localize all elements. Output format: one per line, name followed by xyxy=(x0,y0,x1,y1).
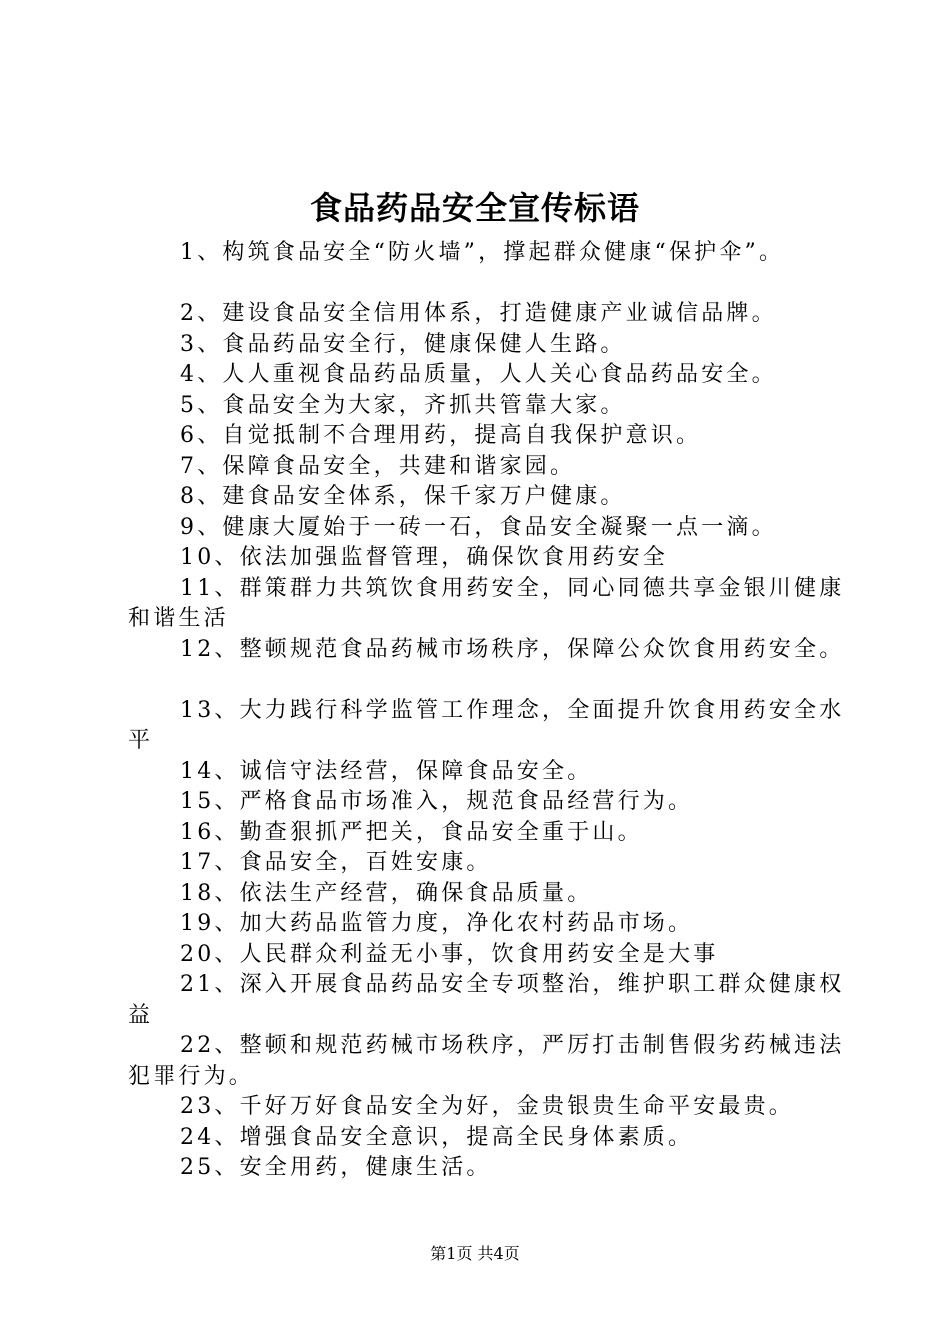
slogan-item-1: 1、构筑食品安全“防火墙”，撑起群众健康“保护伞”。 xyxy=(180,240,785,265)
slogan-item-3: 3、食品药品安全行，健康保健人生路。 xyxy=(180,331,626,357)
slogan-item-21: 21、深入开展食品药品安全专项整治，维护职工群众健康权益 xyxy=(128,972,845,1028)
slogan-item-15: 15、严格食品市场准入，规范食品经营行为。 xyxy=(180,789,694,814)
slogan-item-20: 20、人民群众利益无小事，饮食用药安全是大事 xyxy=(180,941,719,967)
slogan-item-13: 13、大力践行科学监管工作理念，全面提升饮食用药安全水平 xyxy=(128,697,845,753)
slogan-item-7: 7、保障食品安全，共建和谐家园。 xyxy=(180,453,576,479)
slogan-item-17: 17、食品安全，百姓安康。 xyxy=(180,850,492,875)
slogan-item-16: 16、勤查狠抓严把关，食品安全重于山。 xyxy=(180,819,643,845)
document-title: 食品药品安全宣传标语 xyxy=(309,189,640,227)
slogan-item-11: 11、群策群力共筑饮食用药安全，同心同德共享金银川健康和谐生活 xyxy=(128,575,845,631)
slogan-item-19: 19、加大药品监管力度，净化农村药品市场。 xyxy=(180,911,694,936)
slogan-item-18: 18、依法生产经营，确保食品质量。 xyxy=(180,880,593,906)
slogan-item-8: 8、建食品安全体系，保千家万户健康。 xyxy=(180,484,626,509)
slogan-item-4: 4、人人重视食品药品质量，人人关心食品药品安全。 xyxy=(180,362,777,387)
slogan-item-12: 12、整顿规范食品药械市场秩序，保障公众饮食用药安全。 xyxy=(180,636,845,662)
slogan-item-25: 25、安全用药，健康生活。 xyxy=(180,1155,492,1180)
slogan-item-5: 5、食品安全为大家，齐抓共管靠大家。 xyxy=(180,392,626,418)
blank-line xyxy=(128,665,850,696)
slogan-list xyxy=(128,238,850,1184)
slogan-item-23: 23、千好万好食品安全为好，金贵银贵生命平安最贵。 xyxy=(180,1094,794,1119)
slogan-item-6: 6、自觉抵制不合理用药，提高自我保护意识。 xyxy=(180,423,702,448)
slogan-item-22: 22、整顿和规范药械市场秩序，严厉打击制售假劣药械违法犯罪行为。 xyxy=(128,1033,845,1089)
slogan-item-14: 14、诚信守法经营，保障食品安全。 xyxy=(180,758,593,784)
page-footer: 第1页 共4页 xyxy=(430,1244,520,1263)
slogan-item-2: 2、建设食品安全信用体系，打造健康产业诚信品牌。 xyxy=(180,301,777,326)
slogan-item-9: 9、健康大厦始于一砖一石，食品安全凝聚一点一滴。 xyxy=(180,514,777,540)
blank-line xyxy=(128,269,850,300)
slogan-item-10: 10、依法加强监督管理，确保饮食用药安全 xyxy=(180,545,668,570)
slogan-item-24: 24、增强食品安全意识，提高全民身体素质。 xyxy=(180,1124,694,1150)
